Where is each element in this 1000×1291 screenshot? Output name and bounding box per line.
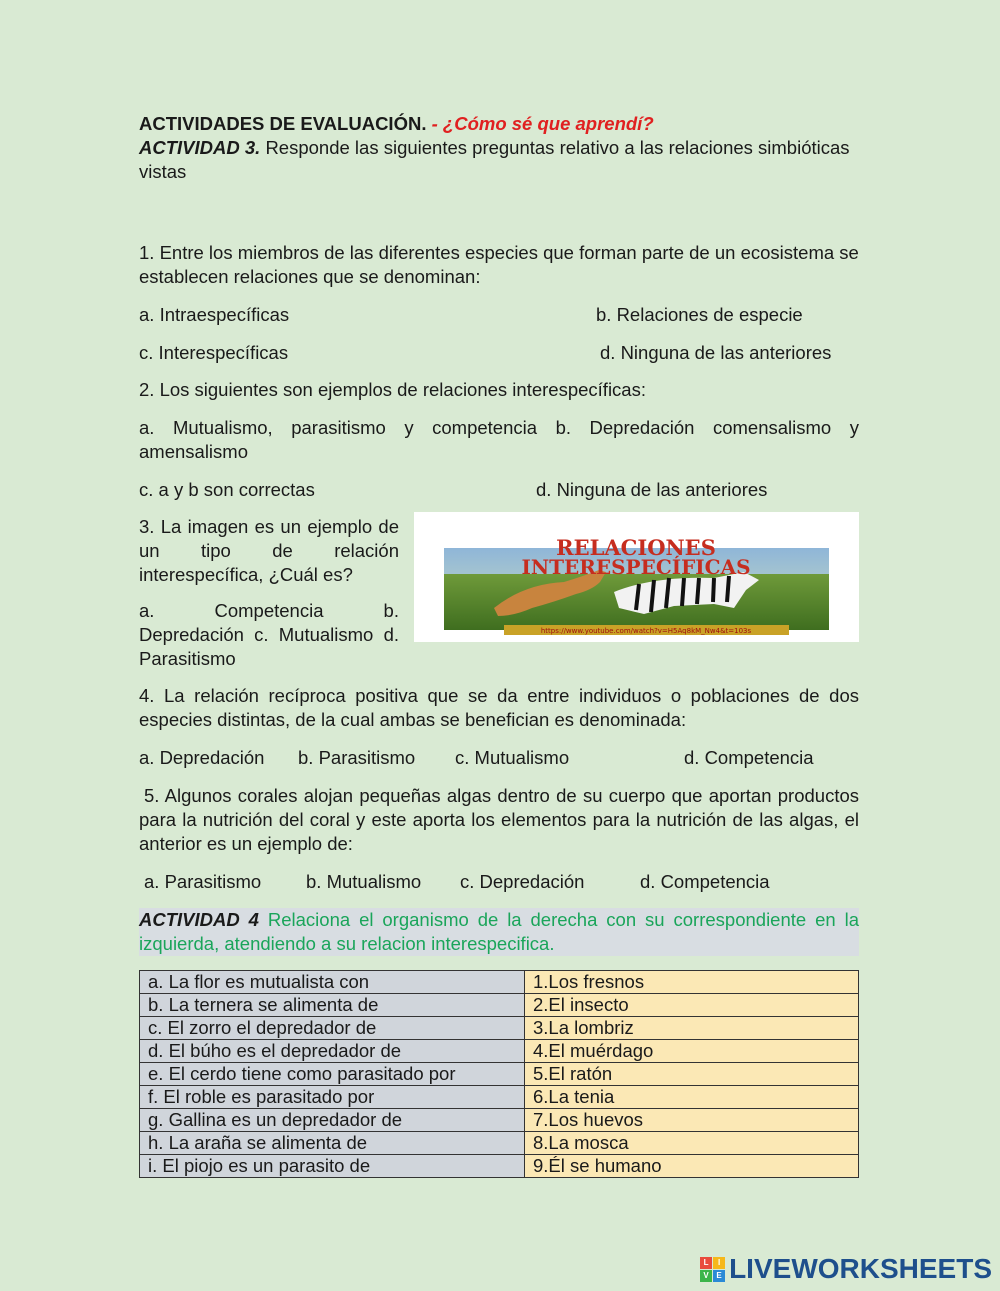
table-right-cell[interactable]: 2.El insecto	[525, 994, 859, 1017]
q4-options-row	[139, 746, 859, 770]
activity4-heading	[139, 908, 859, 956]
table-row	[140, 1155, 859, 1178]
q5-text: 5. Algunos corales alojan pequeñas algas dentro de su cuerpo que aportan productos para la nutrición del coral y este aporta los elementos para la nutrición de las algas, el anterior es un ejemplo de:	[139, 785, 859, 854]
table-right-cell[interactable]: 4.El muérdago	[525, 1040, 859, 1063]
q4-text: 4. La relación recíproca positiva que se da entre individuos o poblaciones de dos especies distintas, de la cual ambas se benefician es denominada:	[139, 685, 859, 730]
activity4-label: ACTIVIDAD 4	[139, 909, 259, 930]
image-title-line2: INTERESPECÍFICAS	[521, 555, 751, 579]
table-row	[140, 1017, 859, 1040]
table-right-cell[interactable]: 1.Los fresnos	[525, 971, 859, 994]
logo-tile: E	[713, 1270, 725, 1282]
q5-option-a[interactable]: a. Parasitismo	[144, 871, 262, 892]
logo-tiles-icon	[700, 1257, 725, 1282]
q1-options-row1	[139, 303, 859, 327]
logo-tile: V	[700, 1270, 712, 1282]
table-left-cell[interactable]: c. El zorro el depredador de	[140, 1017, 525, 1040]
activity4-instruction: Relaciona el organismo de la derecha con su correspondiente en la izquierda, atendiendo a su relacion interespecifica.	[139, 909, 860, 954]
header	[139, 112, 859, 136]
table-row	[140, 994, 859, 1017]
table-left-cell[interactable]: i. El piojo es un parasito de	[140, 1155, 525, 1178]
table-row	[140, 1040, 859, 1063]
table-left-cell[interactable]: a. La flor es mutualista con	[140, 971, 525, 994]
q5-option-c[interactable]: c. Depredación	[460, 871, 585, 892]
q2-options-ab[interactable]: a. Mutualismo, parasitismo y competencia b. Depredación comensalismo y amensalismo	[139, 417, 859, 462]
logo-tile: L	[700, 1257, 712, 1269]
image-title-line1: RELACIONES	[556, 535, 716, 560]
predation-illustration	[414, 512, 859, 642]
q1-option-a[interactable]: a. Intraespecíficas	[139, 304, 290, 325]
header-title: ACTIVIDADES DE EVALUACIÓN.	[139, 113, 427, 134]
table-row	[140, 1086, 859, 1109]
activity3-instruction: Responde las siguientes preguntas relativo a las relaciones simbióticas vistas	[139, 137, 850, 182]
q4-option-b[interactable]: b. Parasitismo	[298, 747, 416, 768]
table-left-cell[interactable]: h. La araña se alimenta de	[140, 1132, 525, 1155]
q3-text-column	[139, 515, 399, 671]
q5-option-b[interactable]: b. Mutualismo	[306, 871, 422, 892]
table-right-cell[interactable]: 5.El ratón	[525, 1063, 859, 1086]
liveworksheets-logo	[700, 1253, 992, 1285]
table-right-cell[interactable]: 9.Él se humano	[525, 1155, 859, 1178]
activity3-label: ACTIVIDAD 3.	[139, 137, 261, 158]
table-right-cell[interactable]: 3.La lombriz	[525, 1017, 859, 1040]
q4-option-d[interactable]: d. Competencia	[684, 747, 814, 768]
activity3-heading	[139, 136, 859, 184]
table-row	[140, 1109, 859, 1132]
table-left-cell[interactable]: f. El roble es parasitado por	[140, 1086, 525, 1109]
q1-option-b[interactable]: b. Relaciones de especie	[596, 304, 803, 325]
q2-option-c[interactable]: c. a y b son correctas	[139, 479, 315, 500]
q5-options-row	[139, 870, 859, 894]
table-row	[140, 971, 859, 994]
worksheet	[139, 112, 859, 1178]
q2-text: 2. Los siguientes son ejemplos de relaciones interespecíficas:	[139, 379, 646, 400]
q2-options-row	[139, 478, 859, 502]
table-right-cell[interactable]: 8.La mosca	[525, 1132, 859, 1155]
q3-image	[414, 512, 859, 642]
table-row	[140, 1063, 859, 1086]
q3-text: 3. La imagen es un ejemplo de un tipo de relación interespecífica, ¿Cuál es?	[139, 516, 399, 585]
image-caption: https://www.youtube.com/watch?v=H5Aq8kM_Nw4&t=103s	[540, 627, 752, 635]
table-right-cell[interactable]: 6.La tenia	[525, 1086, 859, 1109]
table-left-cell[interactable]: e. El cerdo tiene como parasitado por	[140, 1063, 525, 1086]
matching-table	[139, 970, 859, 1178]
q4-option-c[interactable]: c. Mutualismo	[455, 747, 570, 768]
q1-option-c[interactable]: c. Interespecíficas	[139, 342, 289, 363]
q4-option-a[interactable]: a. Depredación	[139, 747, 265, 768]
q1-option-d[interactable]: d. Ninguna de las anteriores	[600, 342, 832, 363]
q1-options-row2	[139, 341, 859, 365]
table-right-cell[interactable]: 7.Los huevos	[525, 1109, 859, 1132]
table-row	[140, 1132, 859, 1155]
table-left-cell[interactable]: b. La ternera se alimenta de	[140, 994, 525, 1017]
logo-text: LIVEWORKSHEETS	[729, 1253, 992, 1284]
q3-options[interactable]: a. Competencia b. Depredación c. Mutualismo d. Parasitismo	[139, 600, 399, 669]
table-left-cell[interactable]: d. El búho es el depredador de	[140, 1040, 525, 1063]
q5-option-d[interactable]: d. Competencia	[640, 871, 770, 892]
table-left-cell[interactable]: g. Gallina es un depredador de	[140, 1109, 525, 1132]
q1-text: 1. Entre los miembros de las diferentes especies que forman parte de un ecosistema se establecen relaciones que se denominan:	[139, 242, 859, 287]
logo-tile: I	[713, 1257, 725, 1269]
q3-block	[139, 515, 859, 675]
q2-option-d[interactable]: d. Ninguna de las anteriores	[536, 479, 768, 500]
header-subtitle: - ¿Cómo sé que aprendí?	[431, 113, 654, 134]
